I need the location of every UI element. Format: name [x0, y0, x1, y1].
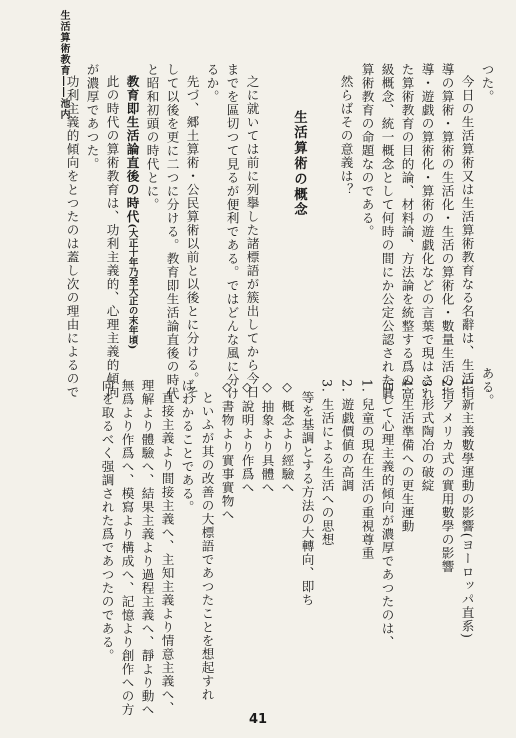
section-heading	[291, 110, 308, 218]
lower-text-column	[320, 379, 333, 546]
lower-text-column	[240, 379, 253, 494]
upper-text-column	[145, 63, 158, 212]
lower-text-column	[200, 391, 213, 702]
column-text: ◇ 概念より經驗へ	[279, 379, 295, 495]
column-text: 1. 兒童の現在生活の重視尊重	[359, 379, 375, 560]
lower-text-column	[180, 379, 193, 514]
column-text: 3. 生活による生活への思想	[319, 379, 335, 547]
lower-text-column	[160, 391, 173, 715]
column-text: 1. 新主義數學運動の影響(ヨーロッパ直系)	[459, 379, 475, 639]
lower-text-column	[340, 379, 353, 492]
column-text: 導の算術・算術の生活化・生活の算術化・數量生活の指	[439, 63, 455, 401]
lower-text-column	[400, 379, 413, 533]
running-head: 生活算術教育――池内	[58, 10, 69, 120]
upper-text-column	[380, 63, 393, 401]
column-text: 2. 遊戯價値の高調	[339, 379, 355, 493]
lower-text-column	[360, 379, 373, 560]
page-number: 41	[248, 712, 268, 727]
column-text: 直接主義より間接主義へ、主知主義より情意主義へ、	[159, 391, 175, 715]
upper-text-column	[400, 63, 413, 401]
upper-text-column	[65, 75, 78, 399]
column-text: 然らばその意義は？	[338, 75, 354, 197]
column-text: るか。	[204, 63, 220, 104]
column-text: た算術教育の目的論、材料論、方法論を統整する爲の高	[399, 63, 415, 401]
upper-text-column	[105, 75, 118, 399]
column-text: 此の時代の算術教育は、功利主義的、心理主義的傾向	[104, 75, 120, 399]
column-text: 導・遊戯の算術化・算術の遊戯化などの言葉で現はされ	[419, 63, 435, 401]
upper-text-column	[460, 75, 473, 399]
column-text: 2. アメリカ式の實用數學の影響	[439, 379, 455, 574]
upper-text-column	[420, 63, 433, 401]
column-text: までを區切つて見るが便利である。ではどんな風に分け	[224, 63, 240, 401]
column-text: ◇ 抽象より具體へ	[259, 379, 275, 495]
lower-text-column	[140, 379, 153, 717]
column-text: 而して心理主義的傾向が濃厚であつたのは、	[379, 379, 395, 649]
lower-text-column	[460, 379, 473, 639]
column-text: 教育即生活論直後の時代	[124, 75, 140, 224]
column-text: ◇ 書物より實事實物へ	[219, 379, 235, 522]
upper-text-column	[205, 63, 218, 104]
lower-text-column	[480, 367, 493, 408]
lower-text-column	[440, 379, 453, 573]
lower-text-column	[380, 379, 393, 649]
upper-text-column	[360, 63, 373, 239]
column-text: 生活算術の概念	[291, 110, 308, 218]
lower-text-column	[120, 379, 133, 717]
column-text: 級概念、統一概念として何時の間にか公定公認された眞	[379, 63, 395, 401]
lower-text-column	[220, 379, 233, 521]
upper-text-column	[185, 75, 198, 399]
column-text: して以後を更に二つに分ける。教育即生活論直後の時代	[164, 63, 180, 401]
upper-text-column	[125, 75, 138, 349]
column-text: が濃厚であつた。	[84, 63, 100, 171]
lower-text-column	[280, 379, 293, 494]
column-text: つた。	[479, 63, 495, 104]
upper-text-column	[165, 63, 178, 401]
column-text: 向を取るべく强調された爲であつたのである。	[99, 379, 115, 663]
column-text: ばわかることである。	[179, 379, 195, 514]
column-text: 之に就いては前に列擧した諸標語が簇出してから今日	[244, 75, 260, 399]
lower-text-column	[420, 379, 433, 492]
lower-text-column	[100, 379, 113, 663]
column-text: 功利主義的傾向をとつたのは蓋し次の理由によるので	[64, 75, 80, 399]
column-text: 理解より體驗へ、結果主義より過程主義へ、靜より動へ	[139, 379, 155, 717]
column-text: 4. 生活準備への更生運動	[399, 379, 415, 533]
upper-text-column	[339, 75, 352, 197]
upper-text-column	[440, 63, 453, 401]
upper-text-column	[480, 63, 493, 104]
upper-text-column	[85, 63, 98, 171]
column-text: ◇ 說明より作爲へ	[239, 379, 255, 495]
column-text: 算術教育の命題なのである。	[359, 63, 375, 239]
column-text: 3. 形式陶冶の破綻	[419, 379, 435, 493]
column-text: 無爲より作爲へ、模寫より構成へ、記憶より創作への方	[119, 379, 135, 717]
column-text: ある。	[479, 367, 495, 408]
column-text: 先づ、郷土算術・公民算術以前と以後とに分ける。そ	[184, 75, 200, 399]
lower-text-column	[260, 379, 273, 494]
column-annotation: (大正十年乃至大正の末年頃)	[126, 223, 138, 350]
column-text: 等を基調とする方法の大轉向、即ち	[299, 391, 315, 607]
column-text: 今日の生活算術又は生活算術教育なる名辭は、生活指	[459, 75, 475, 399]
column-text: といふが其の改善の大標語であつたことを想起すれ	[199, 391, 215, 702]
upper-text-column	[245, 75, 258, 399]
lower-text-column	[300, 391, 313, 607]
upper-text-column	[225, 63, 238, 401]
column-text: と昭和初頭の時代とに。	[144, 63, 160, 212]
